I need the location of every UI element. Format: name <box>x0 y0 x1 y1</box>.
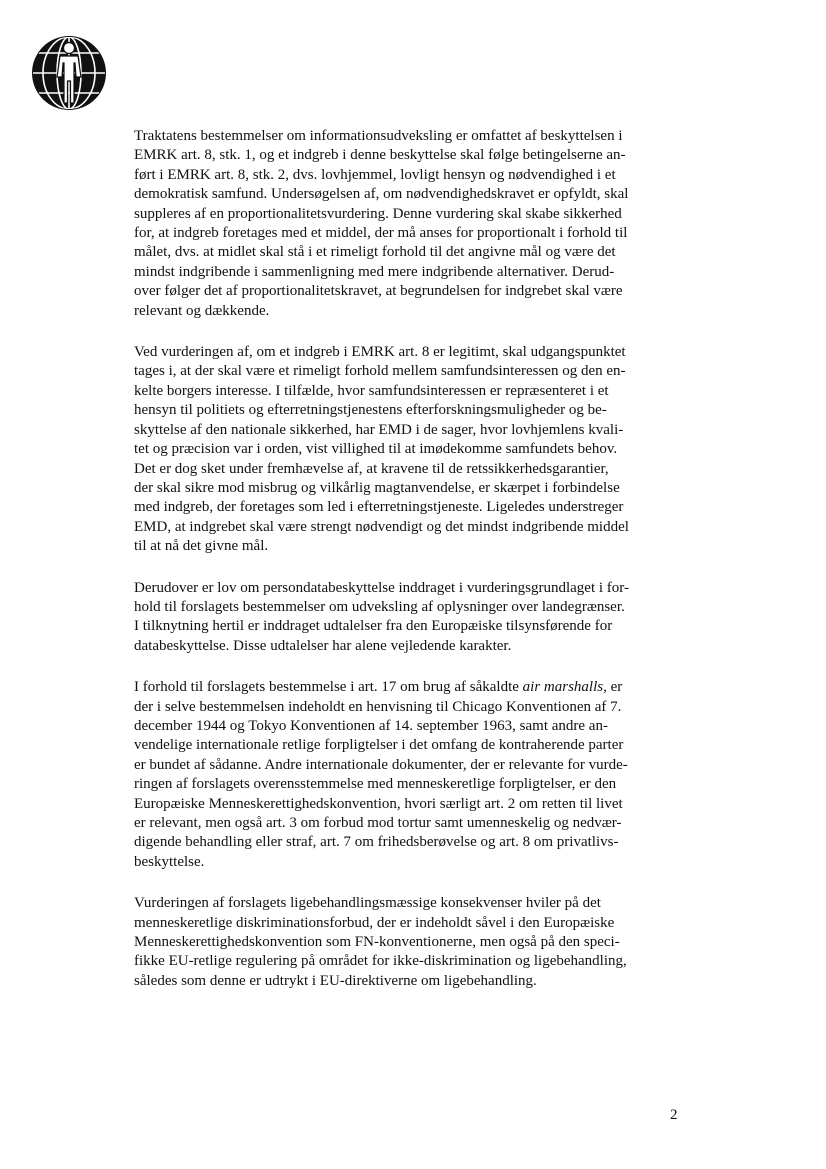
text-line: hensyn til politiets og efterretningstjenestens efterforskningsmuligheder og be- <box>134 402 607 419</box>
paragraph-5 <box>134 894 686 991</box>
text-line: hold til forslagets bestemmelser om udveksling af oplysninger over landegrænser. <box>134 598 625 615</box>
text-run: er <box>606 679 623 696</box>
paragraph-3 <box>134 579 686 657</box>
text-line: der i selve bestemmelsen indeholdt en henvisning til Chicago Konventionen af 7. <box>134 698 622 715</box>
text-line: EMRK art. 8, stk. 1, og et indgreb i denne beskyttelse skal følge betingelserne an- <box>134 147 626 164</box>
text-line: digende behandling eller straf, art. 7 om frihedsberøvelse og art. 8 om privatlivs- <box>134 834 619 851</box>
page-number: 2 <box>670 1107 678 1123</box>
document-body <box>134 127 686 1013</box>
text-line: kelte borgers interesse. I tilfælde, hvor samfundsinteressen er repræsenteret i et <box>134 382 609 399</box>
text-line: med indgreb, der foretages som led i efterretningstjeneste. Ligeledes understreger <box>134 499 624 516</box>
text-line: Europæiske Menneskerettighedskonvention, hvori særligt art. 2 om retten til livet <box>134 795 623 812</box>
human-figure-globe-icon <box>29 33 109 113</box>
text-line: mindst indgribende i sammenligning med mere indgribende alternativer. Derud- <box>134 263 615 280</box>
text-line: Menneskerettighedskonvention som FN-konventionerne, men også på den speci- <box>134 934 620 951</box>
text-line: skyttelse af den nationale sikkerhed, har EMD i de sager, hvor lovhjemlens kvali- <box>134 421 624 438</box>
text-line: Ved vurderingen af, om et indgreb i EMRK art. 8 er legitimt, skal udgangspunktet <box>134 344 626 361</box>
text-line: til at nå det givne mål. <box>134 538 269 555</box>
text-line <box>134 678 686 697</box>
italic-term: air marshalls, <box>522 679 607 696</box>
text-line: ringen af forslagets overensstemmelse med menneskeretlige forpligtelser, er den <box>134 776 617 793</box>
paragraph-4 <box>134 678 686 872</box>
text-line: relevant og dækkende. <box>134 302 270 319</box>
text-line: december 1944 og Tokyo Konventionen af 14. september 1963, samt andre an- <box>134 717 608 734</box>
text-line: suppleres af en proportionalitetsvurdering. Denne vurdering skal skabe sikkerhed <box>134 205 622 222</box>
text-line: Det er dog sket under fremhævelse af, at kravene til de retssikkerhedsgarantier, <box>134 460 609 477</box>
text-line: Derudover er lov om persondatabeskyttelse inddraget i vurderingsgrundlaget i for- <box>134 579 629 596</box>
paragraph-1 <box>134 127 686 321</box>
text-line: tages i, at der skal være et rimeligt forhold mellem samfundsinteressen og den en- <box>134 363 626 380</box>
text-line: der skal sikre mod misbrug og vilkårlig magtanvendelse, er skærpet i forbindelse <box>134 479 620 496</box>
text-line: tet og præcision var i orden, vist villighed til at imødekomme samfundets behov. <box>134 441 618 458</box>
text-line: således som denne er udtrykt i EU-direktiverne om ligebehandling. <box>134 972 537 989</box>
text-line: EMD, at indgrebet skal være strengt nødvendigt og det mindst indgribende middel <box>134 518 629 535</box>
text-line: fikke EU-retlige regulering på området for ikke-diskrimination og ligebehandling, <box>134 953 627 970</box>
text-line: vendelige internationale retlige forpligtelser i det omfang de kontraherende parter <box>134 737 624 754</box>
text-line: er relevant, men også art. 3 om forbud mod tortur samt umenneskelig og nedvær- <box>134 815 622 831</box>
text-line: beskyttelse. <box>134 853 205 870</box>
text-line: målet, dvs. at midlet skal stå i et rimeligt forhold til det angivne mål og være det <box>134 244 616 261</box>
text-line: for, at indgreb foretages med et middel, der må anses for proportionalt i forhold til <box>134 225 628 242</box>
paragraph-2 <box>134 343 686 556</box>
text-line: I tilknytning hertil er inddraget udtalelser fra den Europæiske tilsynsførende for <box>134 618 613 635</box>
text-line: Vurderingen af forslagets ligebehandlingsmæssige konsekvenser hviler på det <box>134 895 601 912</box>
text-line: Traktatens bestemmelser om informationsudveksling er omfattet af beskyttelsen i <box>134 128 623 144</box>
text-line: over følger det af proportionalitetskravet, at begrundelsen for indgrebet skal være <box>134 283 623 300</box>
text-line: er bundet af sådanne. Andre internationale dokumenter, der er relevante for vurde- <box>134 756 628 773</box>
text-run: I forhold til forslagets bestemmelse i art. 17 om brug af såkaldte <box>134 679 523 696</box>
text-line: menneskeretlige diskriminationsforbud, der er indeholdt såvel i den Europæiske <box>134 914 615 931</box>
text-line: demokratisk samfund. Undersøgelsen af, om nødvendighedskravet er opfyldt, skal <box>134 186 629 203</box>
text-line: ført i EMRK art. 8, stk. 2, dvs. lovhjemmel, lovligt hensyn og nødvendighed i et <box>134 166 616 183</box>
text-line: databeskyttelse. Disse udtalelser har alene vejledende karakter. <box>134 637 512 654</box>
